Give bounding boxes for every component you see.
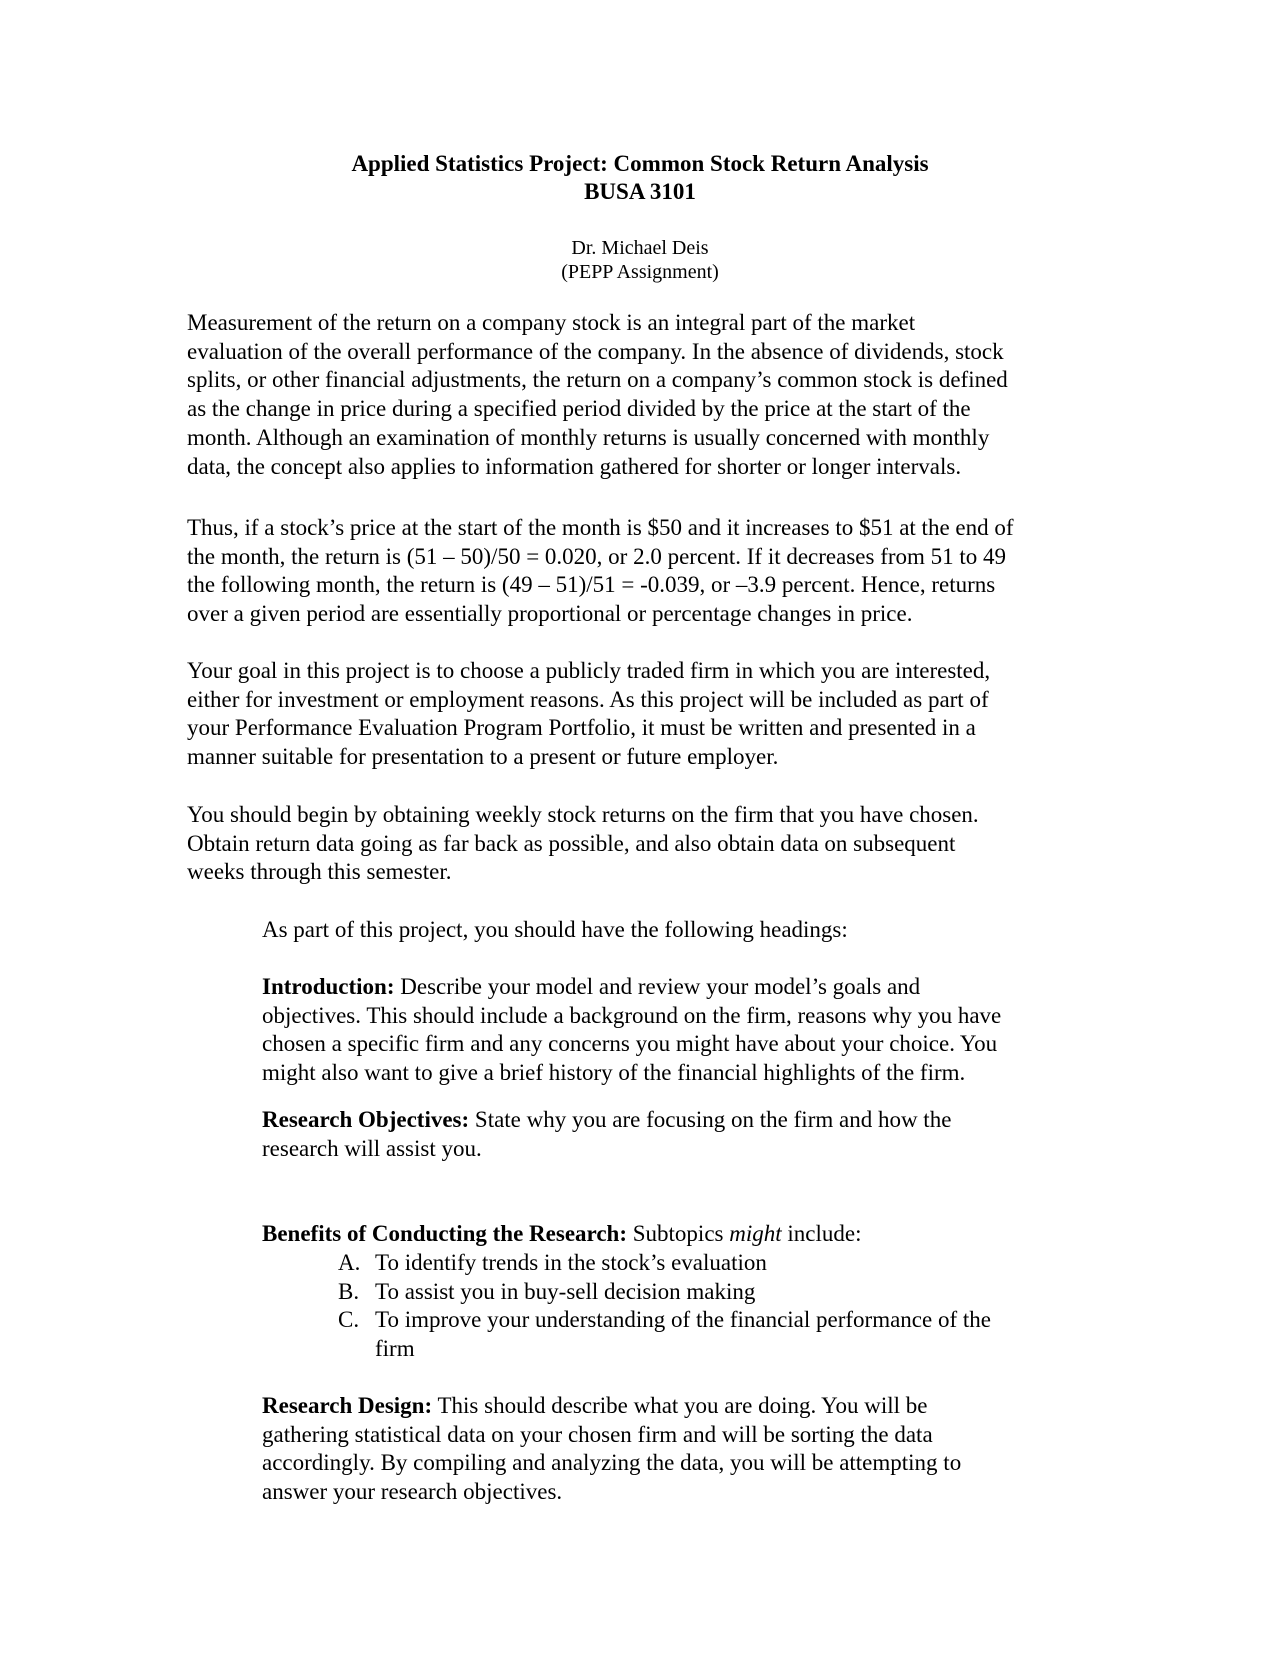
text-line: As part of this project, you should have the following headings: bbox=[262, 917, 848, 942]
list-item-text: To identify trends in the stock’s evaluation bbox=[375, 1250, 767, 1275]
list-item bbox=[262, 1278, 991, 1307]
text-line: manner suitable for presentation to a present or future employer. bbox=[187, 744, 779, 770]
text-line bbox=[262, 1220, 1262, 1249]
emphasis-text: might bbox=[729, 1221, 782, 1246]
text-line: month. Although an examination of monthly returns is usually concerned with monthly bbox=[187, 424, 990, 450]
text-line bbox=[262, 1106, 1262, 1135]
section-heading: Research Design: bbox=[262, 1393, 433, 1418]
list-item-text: To improve your understanding of the financial performance of the bbox=[375, 1307, 991, 1333]
list-marker: C. bbox=[338, 1307, 360, 1333]
section-heading: Benefits of Conducting the Research: bbox=[262, 1221, 627, 1246]
benefits-list bbox=[262, 1249, 991, 1364]
text-line: as the change in price during a specified period divided by the price at the start of the bbox=[187, 396, 971, 422]
section-introduction bbox=[262, 973, 1262, 1088]
text-line: data, the concept also applies to information gathered for shorter or longer intervals. bbox=[187, 453, 962, 479]
list-marker: B. bbox=[338, 1278, 360, 1304]
section-heading: Introduction: bbox=[262, 974, 395, 999]
paragraph-return-measurement bbox=[187, 309, 1280, 481]
paragraph-headings-intro bbox=[262, 916, 1262, 945]
text-line: evaluation of the overall performance of the company. In the absence of dividends, stock bbox=[187, 338, 1004, 364]
document-title: Applied Statistics Project: Common Stock Return Analysis bbox=[351, 151, 929, 176]
text-line: objectives. This should include a background on the firm, reasons why you have bbox=[262, 1002, 1002, 1028]
section-text: This should describe what you are doing. You will be bbox=[432, 1393, 928, 1418]
text-line: accordingly. By compiling and analyzing the data, you will be attempting to bbox=[262, 1450, 962, 1476]
text-line: the month, the return is (51 – 50)/50 = 0.020, or 2.0 percent. If it decreases from 51 to 49 bbox=[187, 543, 1007, 569]
section-text: Subtopics bbox=[627, 1221, 730, 1246]
list-item-continuation bbox=[262, 1335, 991, 1364]
paragraph-project-goal bbox=[187, 657, 1280, 772]
text-line: splits, or other financial adjustments, the return on a company’s common stock is defined bbox=[187, 367, 1008, 393]
text-line: over a given period are essentially proportional or percentage changes in price. bbox=[187, 601, 913, 627]
section-text: include: bbox=[781, 1221, 862, 1246]
text-line: the following month, the return is (49 – 51)/51 = -0.039, or –3.9 percent. Hence, returns bbox=[187, 572, 996, 598]
text-line: gathering statistical data on your chosen firm and will be sorting the data bbox=[262, 1421, 933, 1447]
section-research-objectives bbox=[262, 1106, 1262, 1163]
text-line: You should begin by obtaining weekly stock returns on the firm that you have chosen. bbox=[187, 802, 979, 827]
text-line bbox=[262, 1392, 1262, 1421]
author-block bbox=[0, 236, 1280, 284]
course-code: BUSA 3101 bbox=[584, 179, 696, 204]
paragraph-return-example bbox=[187, 514, 1280, 629]
section-research-design bbox=[262, 1392, 1262, 1507]
section-text: State why you are focusing on the firm and how the bbox=[469, 1107, 952, 1132]
list-item-text: firm bbox=[375, 1336, 415, 1362]
text-line: answer your research objectives. bbox=[262, 1479, 563, 1505]
text-line: might also want to give a brief history of the financial highlights of the firm. bbox=[262, 1060, 966, 1086]
list-item bbox=[262, 1249, 991, 1278]
section-benefits bbox=[262, 1220, 1262, 1249]
text-line: Your goal in this project is to choose a publicly traded firm in which you are interested, bbox=[187, 658, 991, 683]
list-item-text: To assist you in buy-sell decision making bbox=[375, 1278, 756, 1304]
text-line: chosen a specific firm and any concerns you might have about your choice. You bbox=[262, 1031, 998, 1057]
list-item bbox=[262, 1306, 991, 1335]
section-heading: Research Objectives: bbox=[262, 1107, 470, 1132]
text-line: Thus, if a stock’s price at the start of the month is $50 and it increases to $51 at the end of bbox=[187, 515, 1014, 540]
text-line: research will assist you. bbox=[262, 1135, 482, 1161]
document-title-block bbox=[0, 150, 1280, 206]
section-text: Describe your model and review your model’s goals and bbox=[394, 974, 921, 999]
text-line: Obtain return data going as far back as possible, and also obtain data on subsequent bbox=[187, 830, 956, 856]
assignment-label: (PEPP Assignment) bbox=[561, 261, 719, 283]
text-line bbox=[262, 973, 1262, 1002]
text-line: weeks through this semester. bbox=[187, 859, 452, 885]
text-line: either for investment or employment reasons. As this project will be included as part of bbox=[187, 686, 989, 712]
paragraph-data-collection bbox=[187, 801, 1280, 887]
author-name: Dr. Michael Deis bbox=[571, 237, 709, 259]
text-line: your Performance Evaluation Program Portfolio, it must be written and presented in a bbox=[187, 715, 976, 741]
list-marker: A. bbox=[338, 1250, 361, 1275]
text-line: Measurement of the return on a company stock is an integral part of the market bbox=[187, 310, 916, 335]
